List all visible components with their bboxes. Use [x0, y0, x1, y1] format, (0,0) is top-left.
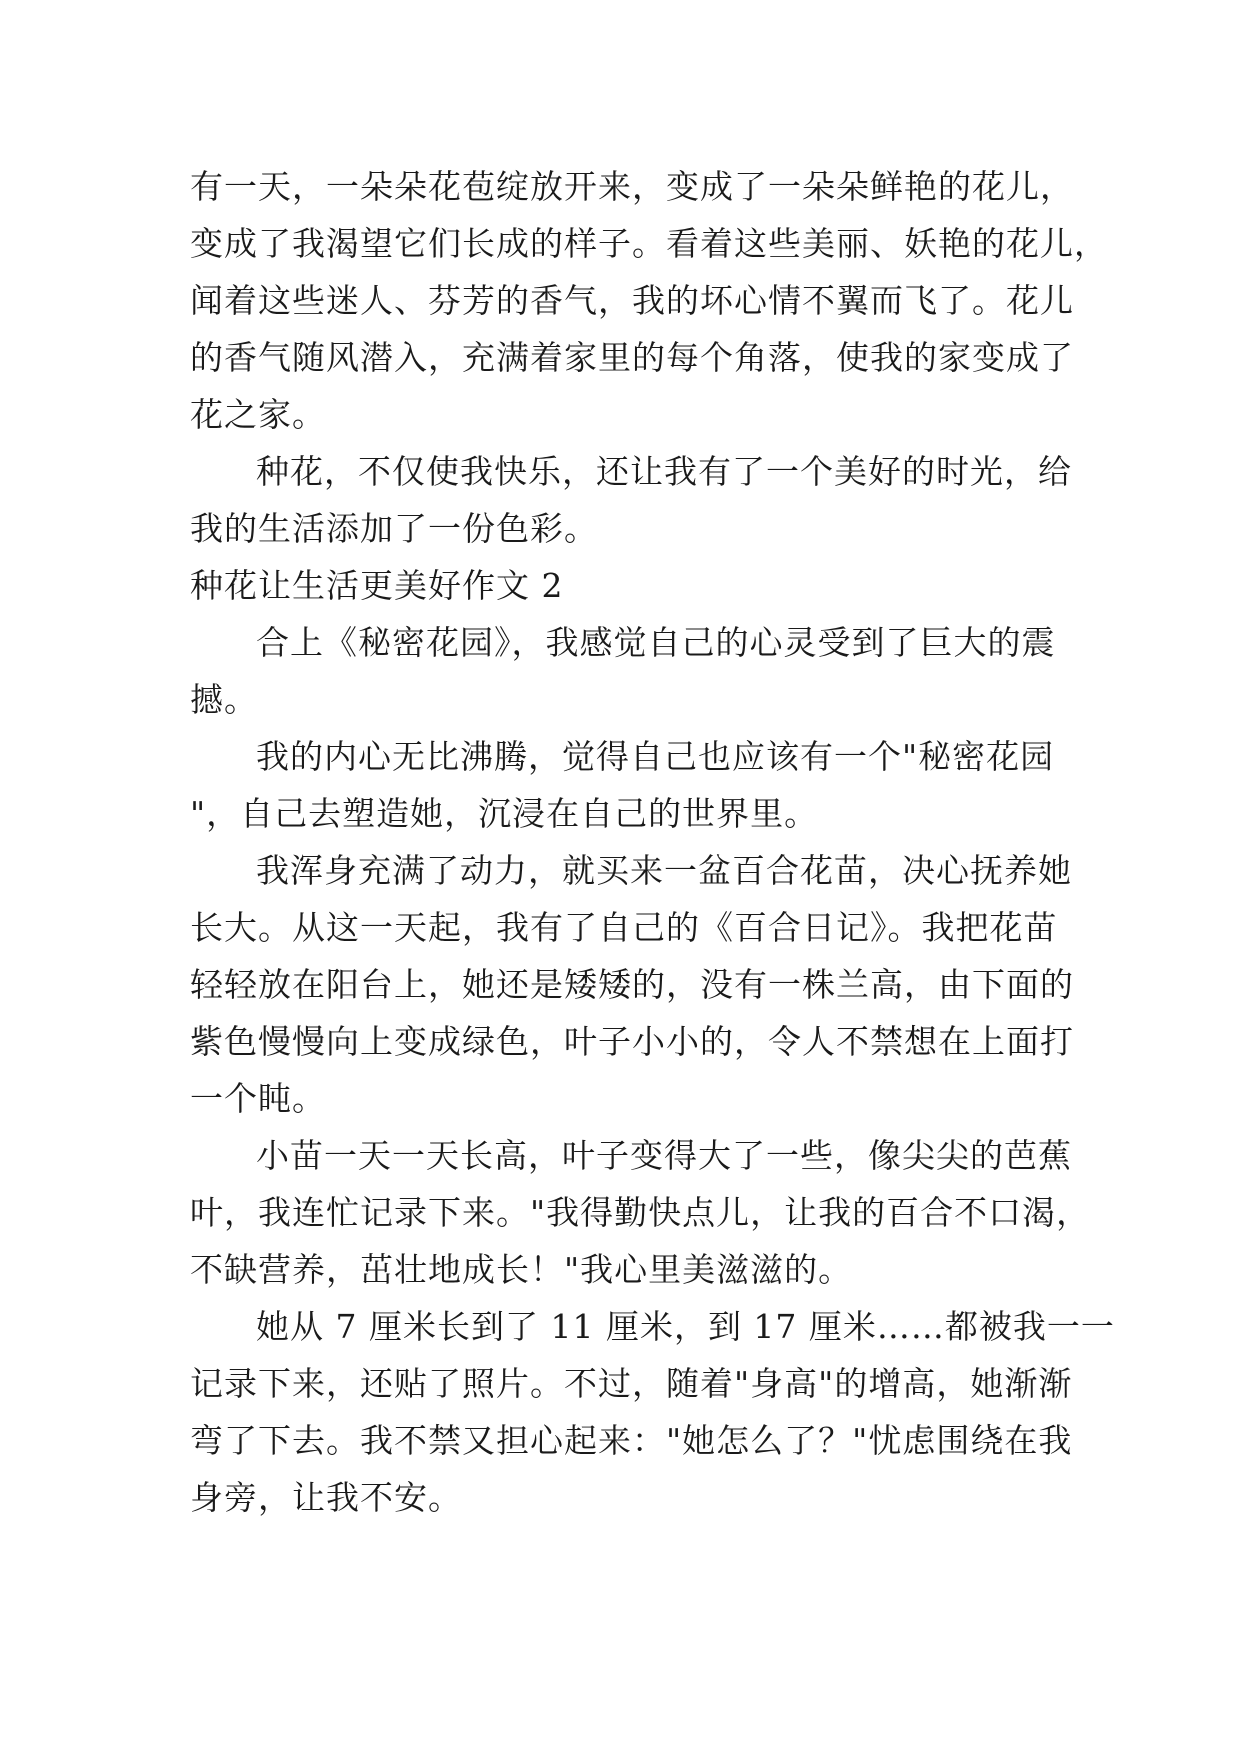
- text-line: 的香气随风潜入，充满着家里的每个角落，使我的家变成了: [190, 338, 1074, 377]
- paragraph-line: 她从 7 厘米长到了 11 厘米，到 17 厘米……都被我一一: [256, 1307, 1115, 1346]
- text-line: 变成了我渴望它们长成的样子。看着这些美丽、妖艳的花儿，: [190, 224, 1108, 263]
- text-line: 有一天，一朵朵花苞绽放开来，变成了一朵朵鲜艳的花儿，: [190, 167, 1074, 206]
- text-line: 我的生活添加了一份色彩。: [190, 509, 598, 548]
- text-line: 撼。: [190, 680, 258, 719]
- text-line: 一个盹。: [190, 1079, 326, 1118]
- paragraph-line: 我浑身充满了动力，就买来一盆百合花苗，决心抚养她: [256, 851, 1072, 890]
- text-line: 闻着这些迷人、芬芳的香气，我的坏心情不翼而飞了。花儿: [190, 281, 1074, 320]
- text-line: 弯了下去。我不禁又担心起来："她怎么了？"忧虑围绕在我: [190, 1421, 1073, 1460]
- text-line: 身旁，让我不安。: [190, 1478, 462, 1517]
- text-line: "，自己去塑造她，沉浸在自己的世界里。: [190, 794, 819, 833]
- text-line: 轻轻放在阳台上，她还是矮矮的，没有一株兰高，由下面的: [190, 965, 1074, 1004]
- text-line: 不缺营养，茁壮地成长！"我心里美滋滋的。: [190, 1250, 853, 1289]
- paragraph-line: 合上《秘密花园》，我感觉自己的心灵受到了巨大的震: [256, 623, 1056, 662]
- text-line: 长大。从这一天起，我有了自己的《百合日记》。我把花苗: [190, 908, 1058, 947]
- text-line: 记录下来，还贴了照片。不过，随着"身高"的增高，她渐渐: [190, 1364, 1073, 1403]
- paragraph-line: 我的内心无比沸腾，觉得自己也应该有一个"秘密花园: [256, 737, 1055, 776]
- text-line: 花之家。: [190, 395, 326, 434]
- section-heading: 种花让生活更美好作文 2: [190, 566, 564, 605]
- paragraph-line: 小苗一天一天长高，叶子变得大了一些，像尖尖的芭蕉: [256, 1136, 1072, 1175]
- paragraph-line: 种花，不仅使我快乐，还让我有了一个美好的时光，给: [256, 452, 1072, 491]
- text-line: 叶，我连忙记录下来。"我得勤快点儿，让我的百合不口渴，: [190, 1193, 1091, 1232]
- text-line: 紫色慢慢向上变成绿色，叶子小小的，令人不禁想在上面打: [190, 1022, 1074, 1061]
